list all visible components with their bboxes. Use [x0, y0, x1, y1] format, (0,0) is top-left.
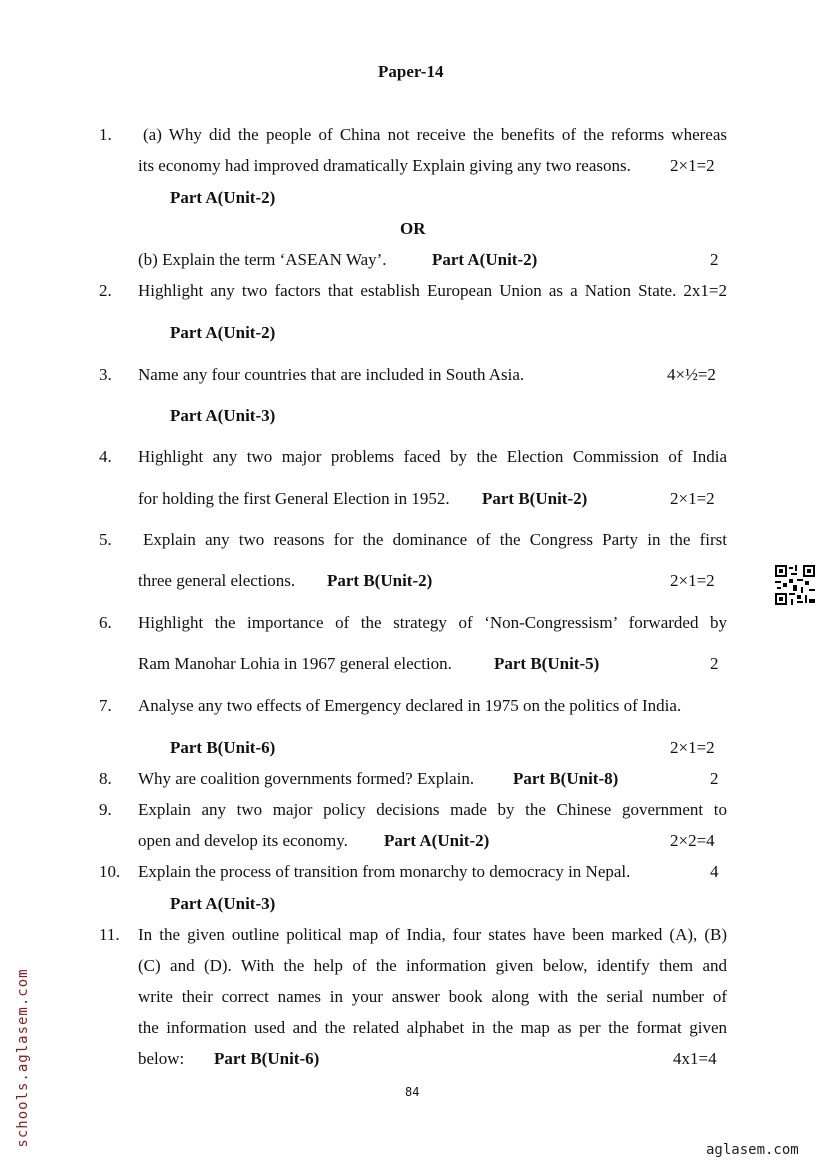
marks: 2: [710, 250, 719, 269]
question-text: Analyse any two effects of Emergency declared in 1975 on the politics of India.: [138, 696, 682, 715]
question-text: the information used and the related alphabet in the map as per the format given: [138, 1018, 727, 1037]
marks: 2×1=2: [670, 571, 715, 590]
question-text: below:: [138, 1049, 185, 1068]
question-text: Explain the process of transition from monarchy to democracy in Nepal.: [138, 862, 631, 881]
question-number: 7.: [99, 696, 112, 715]
question-number: 3.: [99, 365, 112, 384]
question-text: Highlight any two factors that establish European Union as a Nation State. 2x1=2: [138, 281, 727, 300]
question-text: for holding the first General Election in 1952.: [138, 489, 450, 508]
bottom-watermark: aglasem.com: [706, 1142, 799, 1158]
part-label: Part A(Unit-2): [170, 188, 276, 207]
question-text: (a) Why did the people of China not receive the benefits of the reforms whereas: [143, 125, 727, 144]
question-number: 10.: [99, 862, 121, 881]
question-number: 6.: [99, 613, 112, 632]
question-text: Why are coalition governments formed? Explain.: [138, 769, 475, 788]
marks: 2: [710, 654, 719, 673]
question-text: Name any four countries that are included in South Asia.: [138, 365, 525, 384]
question-number: 5.: [99, 530, 112, 549]
question-number: 1.: [99, 125, 112, 144]
page-number: 84: [405, 1085, 420, 1099]
question-text: (C) and (D). With the help of the information given below, identify them and: [138, 956, 727, 975]
marks: 4x1=4: [673, 1049, 717, 1068]
side-watermark: schools.aglasem.com: [15, 968, 31, 1148]
part-label: Part B(Unit-8): [513, 769, 619, 788]
paper-title: Paper-14: [378, 62, 444, 81]
question-number: 2.: [99, 281, 112, 300]
question-text: Ram Manohar Lohia in 1967 general election.: [138, 654, 452, 673]
qr-code-icon: [775, 565, 815, 605]
part-label: Part A(Unit-3): [170, 406, 276, 425]
question-text: Explain any two reasons for the dominance of the Congress Party in the first: [143, 530, 727, 549]
marks: 4: [710, 862, 719, 881]
part-label: Part A(Unit-2): [170, 323, 276, 342]
marks: 2×1=2: [670, 738, 715, 757]
question-text: In the given outline political map of India, four states have been marked (A), (B): [138, 925, 727, 944]
question-text: write their correct names in your answer book along with the serial number of: [138, 987, 727, 1006]
question-text: Explain any two major policy decisions made by the Chinese government to: [138, 800, 727, 819]
part-label: Part A(Unit-2): [384, 831, 490, 850]
question-number: 8.: [99, 769, 112, 788]
part-label: Part B(Unit-2): [482, 489, 588, 508]
marks: 2×2=4: [670, 831, 715, 850]
marks: 4×½=2: [667, 365, 716, 384]
part-label: Part A(Unit-3): [170, 894, 276, 913]
question-number: 9.: [99, 800, 112, 819]
part-label: Part B(Unit-5): [494, 654, 600, 673]
part-label: Part B(Unit-2): [327, 571, 433, 590]
part-label: Part B(Unit-6): [170, 738, 276, 757]
part-label: Part B(Unit-6): [214, 1049, 320, 1068]
or-label: OR: [400, 219, 426, 238]
question-text: three general elections.: [138, 571, 296, 590]
question-number: 4.: [99, 447, 112, 466]
question-number: 11.: [99, 925, 120, 944]
marks: 2×1=2: [670, 489, 715, 508]
question-text: its economy had improved dramatically Explain giving any two reasons.: [138, 156, 631, 175]
question-text: Highlight the importance of the strategy of ‘Non-Congressism’ forwarded by: [138, 613, 727, 632]
question-text: (b) Explain the term ‘ASEAN Way’.: [138, 250, 387, 269]
marks: 2×1=2: [670, 156, 715, 175]
question-text: open and develop its economy.: [138, 831, 348, 850]
part-label: Part A(Unit-2): [432, 250, 538, 269]
question-text: Highlight any two major problems faced by the Election Commission of India: [138, 447, 727, 466]
marks: 2: [710, 769, 719, 788]
